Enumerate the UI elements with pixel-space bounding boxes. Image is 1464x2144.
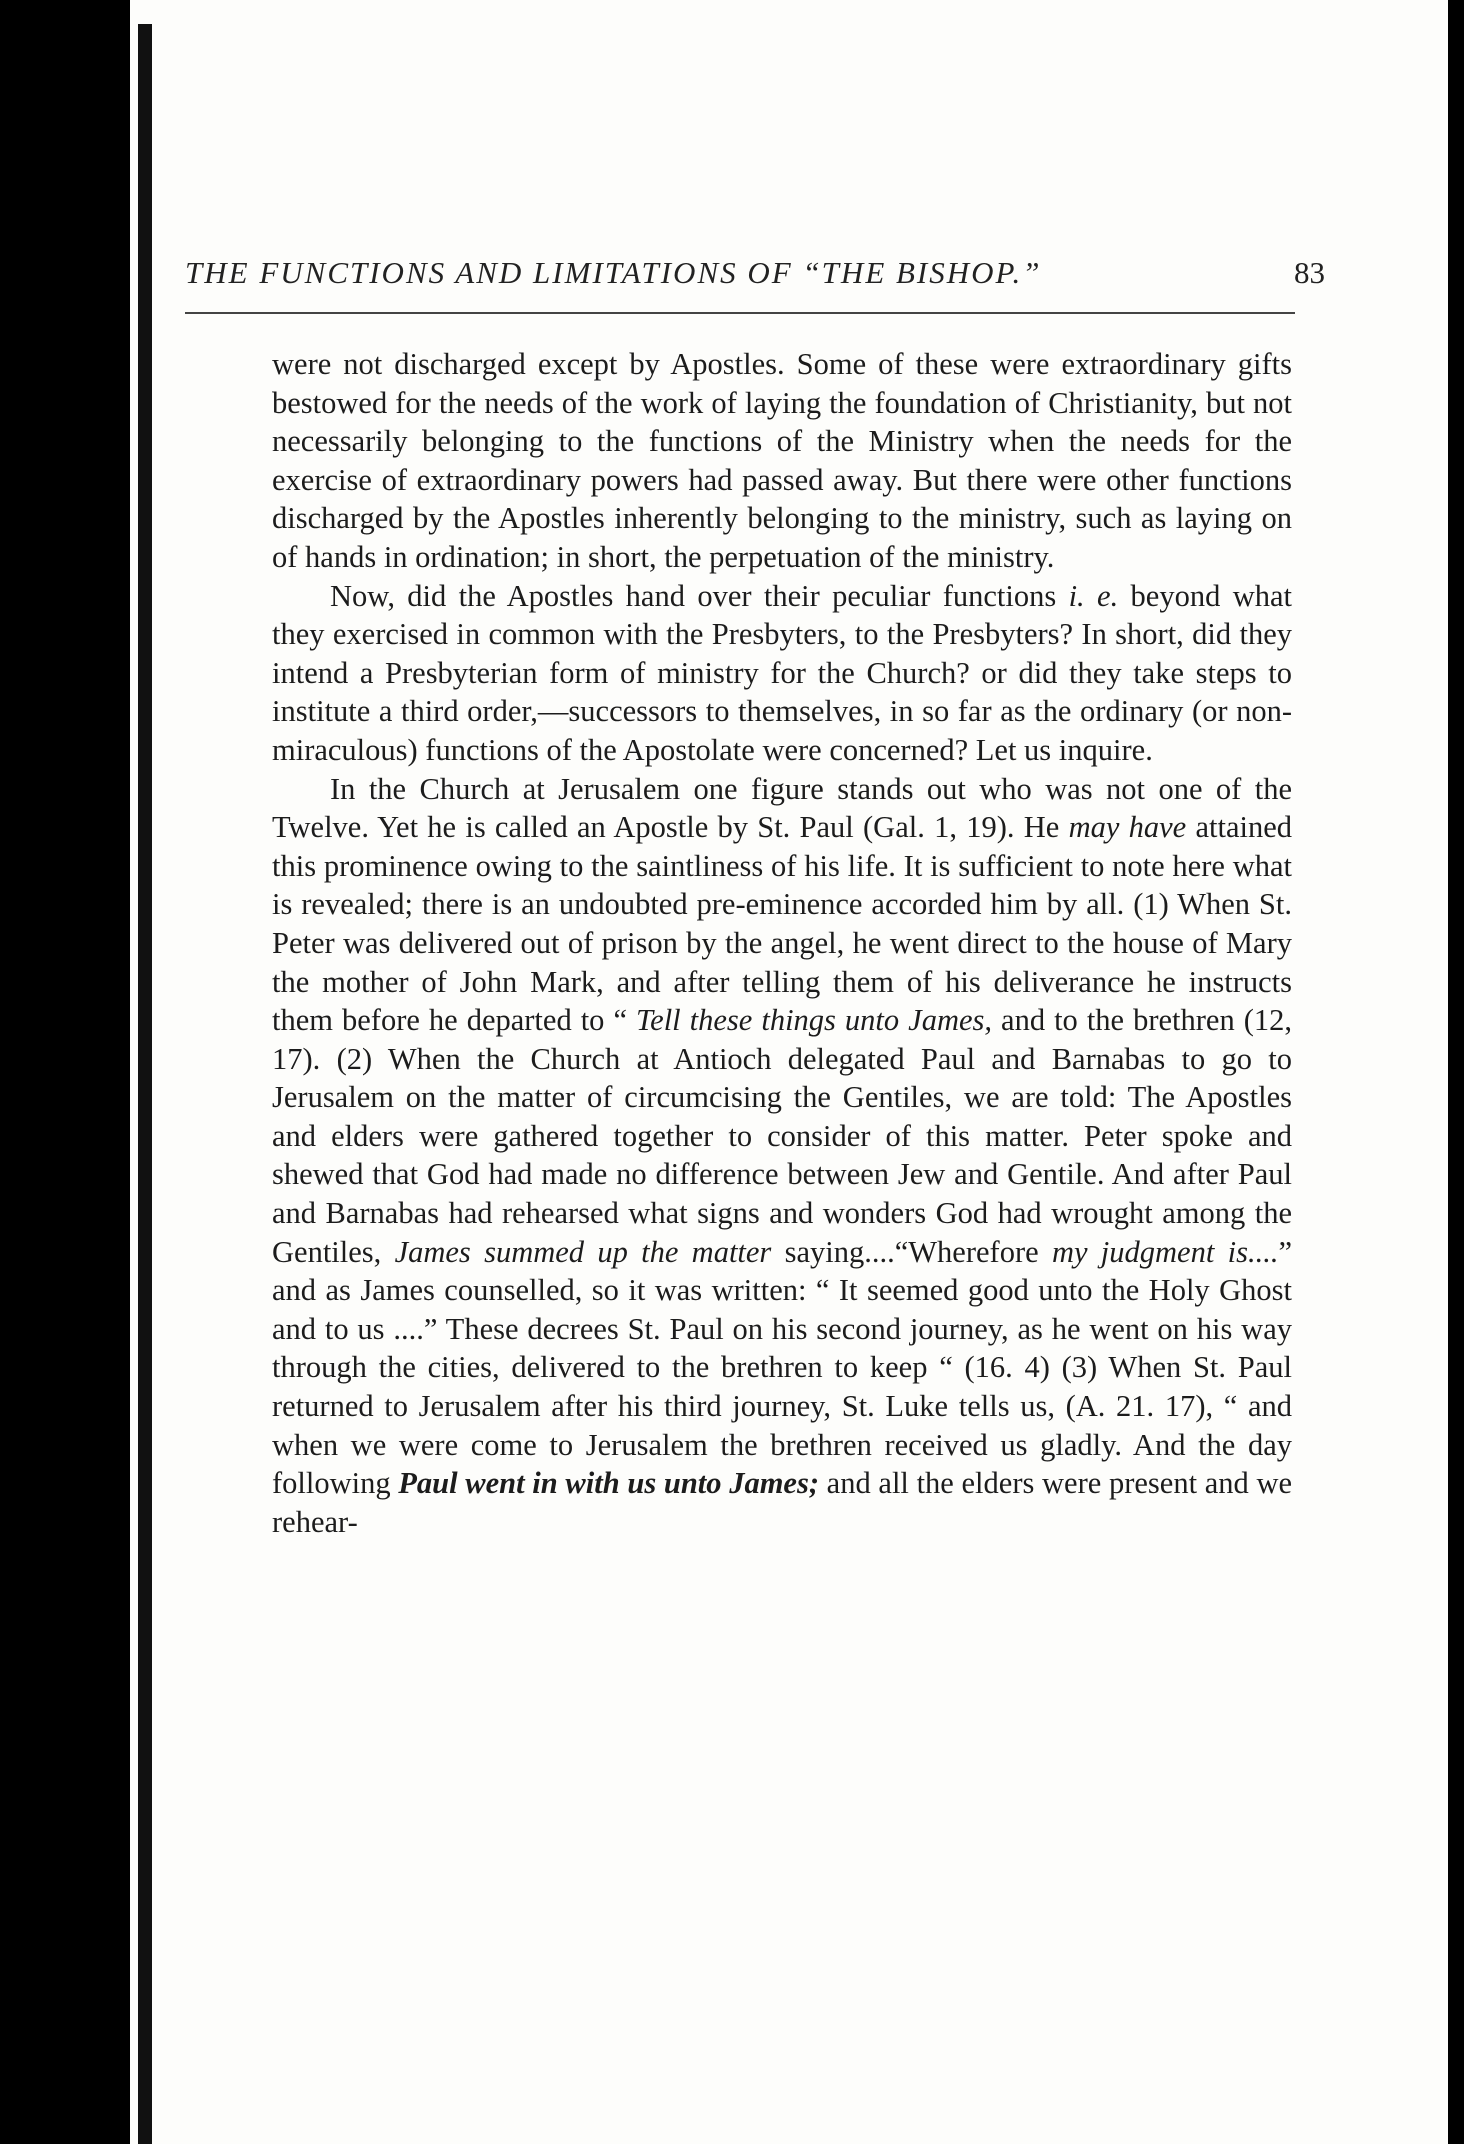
page-number: 83: [1294, 255, 1325, 290]
text-run: were not discharged except by Apostles. Some of these were extraordinary gifts bestowed for the needs of the work of laying the foundation of Christianity, but not necessarily belonging to the functions of the Ministry when the needs for the exercise of extraordinary powers had passed away. But there were other functions discharged by the Apostles inherently belonging to the ministry, such as laying on of hands in ordination; in short, the perpetuation of the ministry.: [272, 347, 1292, 574]
text-run: attained this prominence owing to the saintliness of his life. It is sufficient to note here what is revealed; there is an undoubted pre-eminence accorded him by all. (1) When St. Peter was delivered out of prison by the angel, he went direct to the house of Mary the mother of John Mark, and after telling them of his deliverance he instructs them before he departed to “: [272, 810, 1292, 1038]
emphasis-text: Paul went in with us unto James;: [398, 1466, 819, 1501]
emphasis-text: i. e.: [1068, 578, 1119, 613]
emphasis-text: may have: [1068, 810, 1187, 845]
text-run: and all the elders were present and we rehear-: [272, 1466, 1293, 1539]
paragraph-3: [272, 770, 1292, 1542]
emphasis-text: my judgment is....: [1051, 1234, 1279, 1269]
paragraph-1: [272, 345, 1292, 577]
body-text: [272, 345, 1292, 1541]
running-title: THE FUNCTIONS AND LIMITATIONS OF “THE BISHOP.”: [185, 255, 1042, 290]
text-run: In the Church at Jerusalem one figure stands out who was not one of the Twelve. Yet he is called an Apostle by St. Paul (Gal. 1, 19). He: [272, 771, 1292, 845]
text-run: saying....“Wherefore: [771, 1234, 1052, 1269]
paragraph-2: [272, 577, 1292, 770]
text-run: and to the brethren (12, 17). (2) When the Church at Antioch delegated Paul and Barnabas to go to Jerusalem on the matter of circumcising the Gentiles, we are told: The Apostles and elders were gathered together to consider of this matter. Peter spoke and shewed that God had made no difference between Jew and Gentile. And after Paul and Barnabas had rehearsed what signs and wonders God had wrought among the Gentiles,: [272, 1003, 1292, 1269]
emphasis-text: Tell these things unto James,: [636, 1003, 993, 1038]
page-spine-edge: [138, 24, 152, 2144]
emphasis-text: James summed up the matter: [394, 1234, 772, 1269]
text-run: ” and as James counselled, so it was written: “ It seemed good unto the Holy Ghost and to us ....” These decrees St. Paul on his second journey, as he went on his way through the cities, delivered to the brethren to keep “ (16. 4) (3) When St. Paul returned to Jerusalem after his third journey, St. Luke tells us, (A. 21. 17), “ and when we were come to Jerusalem the brethren received us gladly. And the day following: [272, 1234, 1292, 1501]
text-run: Now, did the Apostles hand over their peculiar functions: [330, 578, 1069, 613]
text-run: beyond what they exercised in common with the Presbyters, to the Presbyters? In short, did they intend a Presbyterian form of ministry for the Church? or did they take steps to institute a third order,—successors to themselves, in so far as the ordinary (or non-miraculous) functions of the Apostolate were concerned? Let us inquire.: [272, 578, 1292, 767]
page-header: [185, 255, 1325, 305]
header-rule: [185, 312, 1295, 314]
